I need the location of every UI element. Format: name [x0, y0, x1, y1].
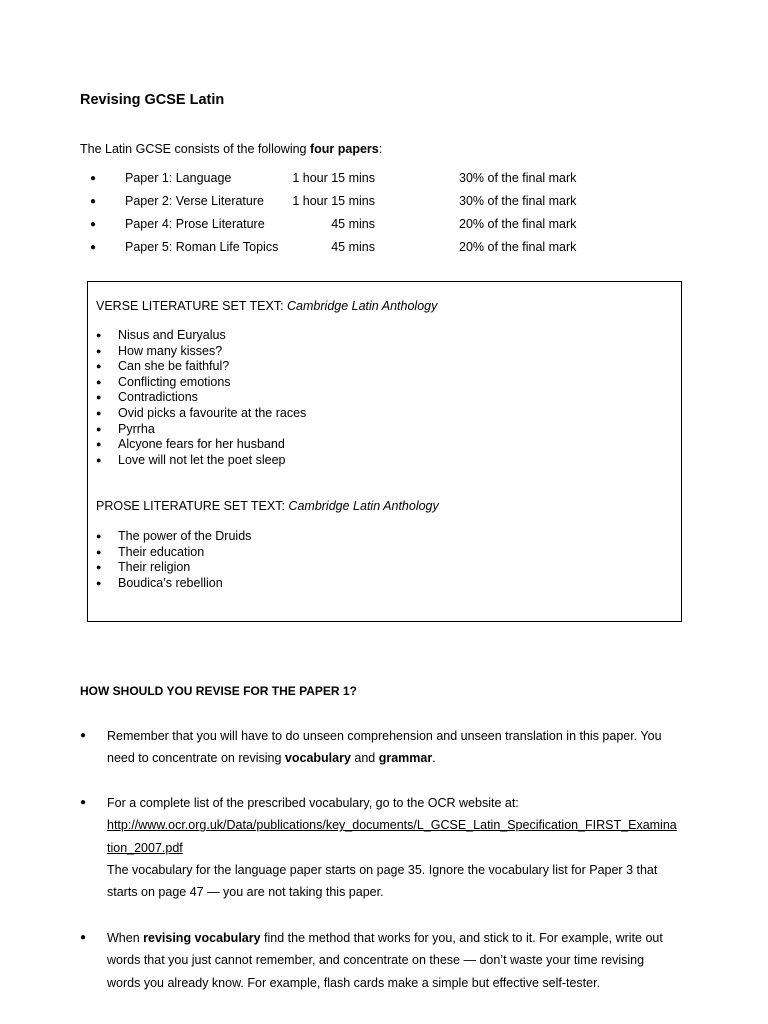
prose-book: Cambridge Latin Anthology [288, 499, 439, 513]
list-item [96, 437, 306, 453]
text-span: find the method that works for you, and stick to it. For example, write out words that you just cannot remember, and concentrate on these — don’t waste your time revising words you already know. For example, flash cards make a simple but effective self-tester. [107, 931, 663, 990]
list-item-text: Their education [118, 544, 205, 559]
paper-duration: 1 hour 15 mins [292, 194, 375, 208]
bold-grammar: grammar [378, 751, 433, 766]
list-item [96, 453, 306, 469]
bullet-icon: ● [90, 196, 97, 207]
bullet-icon: ● [96, 454, 102, 465]
list-item-text: Alcyone fears for her husband [118, 437, 285, 452]
bullet-icon: ● [90, 173, 97, 184]
list-item-text: Boudica’s rebellion [118, 575, 223, 590]
list-item-text: How many kisses? [118, 343, 223, 358]
revision-point-1 [80, 725, 680, 770]
bullet-icon: ● [96, 423, 102, 434]
bullet-icon: ● [96, 531, 102, 541]
bold-revising-vocabulary: revising vocabulary [143, 931, 261, 945]
list-item [96, 422, 306, 438]
set-texts-box [87, 281, 682, 622]
bold-vocabulary: vocabulary [284, 751, 351, 766]
list-item [96, 375, 306, 391]
bullet-icon: ● [90, 219, 97, 230]
section-heading: HOW SHOULD YOU REVISE FOR THE PAPER 1? [80, 684, 357, 698]
text-span: Remember that you will have to do unseen comprehension and unseen translation in this paper. You need to concentrate on revising [107, 729, 662, 766]
list-item-text: The power of the Druids [118, 529, 252, 543]
list-item-text: Conflicting emotions [118, 374, 231, 389]
list-item [96, 406, 306, 422]
bullet-icon: ● [96, 562, 102, 573]
paper-row [80, 217, 640, 240]
paper-mark: 30% of the final mark [459, 194, 577, 208]
paper-name: Paper 2: Verse Literature [125, 194, 264, 208]
revision-point-text [107, 725, 680, 770]
ocr-link-wrap [107, 814, 680, 859]
prose-heading [96, 499, 439, 513]
paper-mark: 30% of the final mark [459, 171, 577, 185]
list-item-text: Contradictions [118, 390, 198, 405]
paper-duration: 45 mins [331, 240, 375, 254]
list-item [96, 390, 306, 406]
list-item-text: Nisus and Euryalus [118, 328, 226, 342]
text-line: The vocabulary for the language paper starts on page 35. Ignore the vocabulary list for Paper 3 that starts on page 47 — you are not taking this paper. [107, 862, 658, 900]
prose-label: PROSE LITERATURE SET TEXT: [96, 499, 289, 513]
list-item-text: Pyrrha [118, 421, 155, 436]
list-item [96, 576, 251, 592]
list-item [96, 344, 306, 360]
bullet-icon: ● [96, 546, 102, 557]
list-item-text: Their religion [118, 560, 191, 575]
paper-row [80, 240, 640, 263]
intro-bold: four papers [309, 142, 379, 156]
bullet-icon: ● [90, 242, 97, 253]
text-span: When [107, 931, 144, 945]
bullet-icon: ● [96, 392, 102, 403]
prose-list [96, 529, 251, 591]
bullet-icon: ● [96, 577, 102, 588]
list-item-text: Can she be faithful? [118, 359, 230, 374]
papers-list [80, 171, 640, 263]
text-span: . [432, 751, 436, 766]
list-item [96, 545, 251, 561]
verse-label: VERSE LITERATURE SET TEXT: [96, 299, 288, 313]
paper-row [80, 171, 640, 194]
intro-after: : [378, 142, 383, 156]
bullet-icon: ● [96, 376, 102, 387]
paper-name: Paper 4: Prose Literature [125, 217, 265, 231]
paper-name: Paper 1: Language [125, 171, 232, 185]
bullet-icon: ● [96, 439, 102, 450]
paper-duration: 1 hour 15 mins [292, 171, 375, 185]
paper-name: Paper 5: Roman Life Topics [125, 240, 279, 254]
list-item [96, 359, 306, 375]
verse-list [96, 328, 306, 468]
text-span: and [350, 751, 379, 766]
revision-point-text [107, 792, 680, 903]
revision-point-text [107, 927, 680, 994]
ocr-spec-link[interactable]: http://www.ocr.org.uk/Data/publications/key_documents/L_GCSE_Latin_Specification_FIRST_Examination_2007.pdf [107, 818, 677, 855]
paper-duration: 45 mins [331, 217, 375, 231]
text-line: For a complete list of the prescribed vocabulary, go to the OCR website at: [107, 796, 519, 810]
list-item [96, 529, 251, 545]
bullet-icon: ● [96, 345, 102, 356]
paper-mark: 20% of the final mark [459, 240, 577, 254]
intro-text [80, 142, 382, 156]
bullet-icon: ● [96, 330, 102, 340]
revision-point-2 [80, 792, 680, 903]
revision-point-3 [80, 927, 680, 994]
list-item [96, 328, 306, 344]
bullet-icon: ● [80, 797, 87, 808]
list-item-text: Love will not let the poet sleep [118, 452, 286, 467]
bullet-icon: ● [80, 730, 87, 741]
bullet-icon: ● [96, 361, 102, 372]
verse-book: Cambridge Latin Anthology [287, 299, 438, 313]
bullet-icon: ● [80, 932, 87, 943]
intro-before: The Latin GCSE consists of the following [80, 142, 310, 156]
paper-mark: 20% of the final mark [459, 217, 577, 231]
paper-row [80, 194, 640, 217]
list-item [96, 560, 251, 576]
verse-heading [96, 299, 437, 313]
page-title: Revising GCSE Latin [80, 92, 225, 108]
list-item-text: Ovid picks a favourite at the races [118, 405, 307, 420]
bullet-icon: ● [96, 407, 102, 418]
